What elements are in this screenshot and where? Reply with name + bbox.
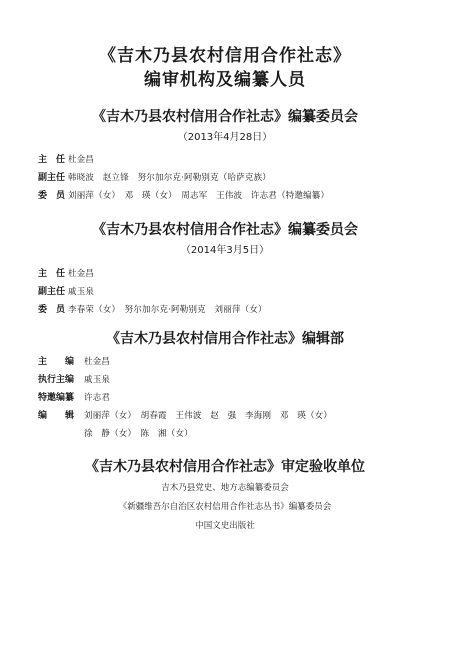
committee-2013-row-deputy xyxy=(38,171,438,185)
role-label: 副主任 xyxy=(38,173,66,183)
editorial-row-executive xyxy=(38,373,438,387)
committee-2013-date: （2013年4月28日） xyxy=(177,132,273,143)
committee-2014-row-members xyxy=(38,303,438,317)
review-unit: 《新疆维吾尔自治区农村信用合作社志丛书》编纂委员会 xyxy=(118,502,332,512)
committee-2013-row-director xyxy=(38,153,438,167)
document-title: 《吉木乃县农村信用合作社志》 xyxy=(99,46,351,66)
committee-2014-row-deputy xyxy=(38,285,438,299)
role-label: 执行主编 xyxy=(38,375,75,385)
review-unit: 吉木乃县党史、地方志编纂委员会 xyxy=(161,483,289,493)
review-title: 《吉木乃县农村信用合作社志》审定验收单位 xyxy=(85,459,365,475)
member-names: 韩晓波 赵立锋 努尔加尔克·阿勒别克（哈萨克族） xyxy=(68,173,272,183)
committee-2014-row-director xyxy=(38,267,438,281)
member-names: 刘丽萍（女） 邓 瑛（女） 周志军 王伟波 许志君（特邀编纂） xyxy=(68,191,330,201)
role-label: 委 员 xyxy=(38,191,66,201)
member-names: 戚玉泉 xyxy=(84,375,111,385)
role-label: 副主任 xyxy=(38,287,66,297)
member-names: 李春荣（女） 努尔加尔克·阿勒别克 刘丽萍（女） xyxy=(68,305,267,315)
member-names: 许志君 xyxy=(84,393,111,403)
role-label: 主 任 xyxy=(38,269,66,279)
document-subtitle: 编审机构及编纂人员 xyxy=(144,70,306,90)
member-names: 杜金昌 xyxy=(68,269,95,279)
role-label: 主 编 xyxy=(38,357,75,367)
committee-2013-title: 《吉木乃县农村信用合作社志》编纂委员会 xyxy=(92,109,358,125)
role-label: 编 辑 xyxy=(38,411,75,421)
member-names: 戚玉泉 xyxy=(68,287,95,297)
committee-2013-row-members xyxy=(38,189,438,203)
committee-2014-title: 《吉木乃县农村信用合作社志》编纂委员会 xyxy=(92,222,358,238)
review-unit: 中国文史出版社 xyxy=(195,521,255,531)
member-names: 杜金昌 xyxy=(68,155,95,165)
role-label: 主 任 xyxy=(38,155,66,165)
member-names: 杜金昌 xyxy=(84,357,111,367)
role-label: 特邀编纂 xyxy=(38,393,75,403)
member-names: 徐 静（女） 陈 湘（女） xyxy=(84,429,193,439)
editorial-row-chief xyxy=(38,355,438,369)
member-names: 刘丽萍（女） 胡春霞 王伟波 赵 强 李海刚 邓 瑛（女） xyxy=(84,411,333,421)
editorial-editors-continuation xyxy=(0,427,450,441)
editorial-row-editors xyxy=(38,409,438,423)
committee-2014-date: （2014年3月5日） xyxy=(180,245,270,256)
editorial-title: 《吉木乃县农村信用合作社志》编辑部 xyxy=(106,331,344,347)
editorial-row-special xyxy=(38,391,438,405)
role-label: 委 员 xyxy=(38,305,66,315)
